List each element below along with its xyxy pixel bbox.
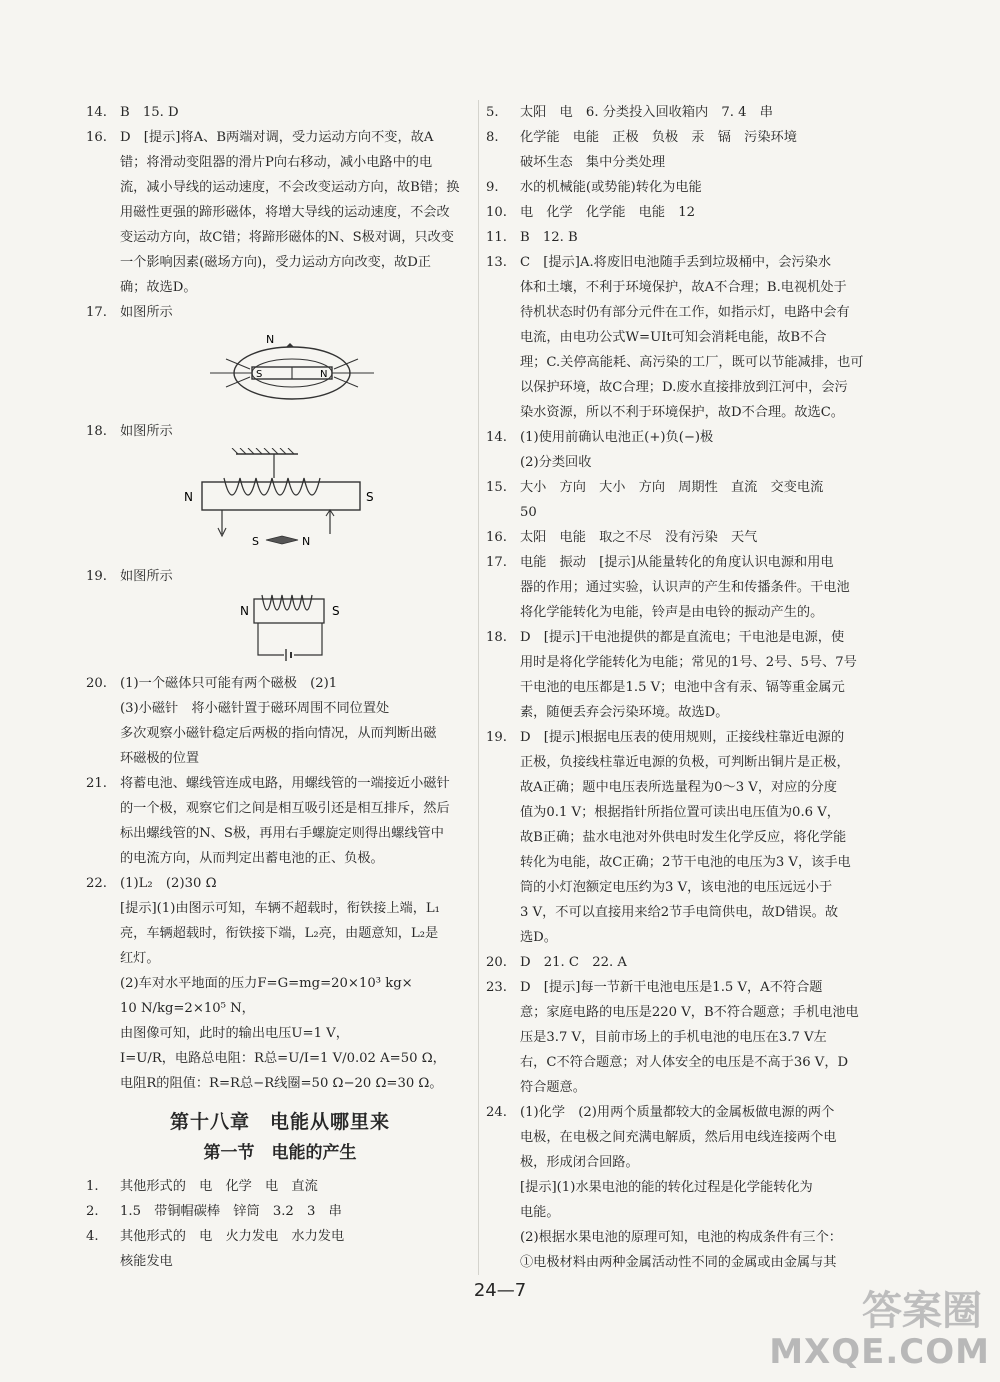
- label-s: S: [332, 604, 340, 618]
- answer-22: 22. (1)L₂ (2)30 Ω [提示](1)由图示可知，车辆不超载时，衔铁接上端，L₁ 亮，车辆超载时，衔铁接下端，L₂亮，由题意知，L₂是 红灯。 (2)车对水平地面的压力F=G=mg=20×10³ kg× 10 N/kg=2×10⁵ N， 由图像可知，此时的输出电压U=1 V， I=U/R，电路总电阻：R总=U/I=1 V/0.02 A=50 Ω， 电阻R的阻值：R=R总−R线圈=50 Ω−20 Ω=30 Ω。: [86, 876, 446, 1091]
- answer-20: 20. (1)一个磁体只可能有两个磁极 (2)1 (3)小磁针 将小磁针置于磁环周围不同位置处 多次观察小磁针稳定后两极的指向情况，从而判断出磁 环磁极的位置: [86, 676, 437, 766]
- answer-15: 15. 大小 方向 大小 方向 周期性 直流 交变电流: [486, 480, 824, 495]
- answer-8: 8. 化学能 电能 正极 负极 汞 镉 污染环境: [486, 130, 797, 145]
- answer-23: 23. D [提示]每一节新干电池电压是1.5 V，A不符合题 意；家庭电路的电压是220 V，B不符合题意；手机电池电 压是3.7 V，目前市场上的手机电池的电压在3.7 V左 右，C不符合题意；对人体安全的电压是不高于36 V，D 符合题意。: [486, 980, 859, 1095]
- answer-14r: 14. (1)使用前确认电池正(+)负(−)极: [486, 430, 714, 445]
- section-title: 第一节 电能的产生: [203, 1143, 357, 1163]
- answer-16: 16. D [提示]将A、B两端对调，受力运动方向不变，故A 错；将滑动变阻器的滑片P向右移动，减小电路中的电 流，减小导线的运动速度，不会改变运动方向，故B错；换 用磁性更强的蹄形磁体，将增大导线的运动速度，不会改 变运动方向，故C错；将蹄形磁体的N、S极对调，只改变 一个影响因素(磁场方向)，受力运动方向改变，故D正 确；故选D。: [86, 130, 460, 295]
- answer-17: 17. 如图所示: [86, 305, 173, 320]
- watermark-url: MXQE.COM: [769, 1332, 990, 1372]
- electromagnet-diagram: [86, 448, 474, 558]
- column-divider: [478, 100, 479, 1275]
- answer-8-cont: 破坏生态 集中分类处理: [520, 155, 666, 170]
- needle-n-label: N: [302, 535, 311, 548]
- answer-14: 14. B 15. D: [86, 105, 179, 120]
- watermark-logo-text: 答案圈: [862, 1288, 982, 1334]
- figure-18-electromagnet: [86, 448, 474, 558]
- solenoid-diagram: [86, 593, 474, 665]
- answer-24: 24. (1)化学 (2)用两个质量都较大的金属板做电源的两个 电极，在电极之间充满电解质，然后用电线连接两个电 极，形成闭合回路。 [提示](1)水果电池的能的转化过程是化学能转化为 电能。 (2)根据水果电池的原理可知，电池的构成条件有三个： ①电极材料由两种金属活动性不同的金属或由金属与其: [486, 1105, 842, 1270]
- answer-19r: 19. D [提示]根据电压表的使用规则，正接线柱靠近电源的 正极，负接线柱靠近电源的负极，可判断出铜片是正极， 故A正确；题中电压表所选量程为0～3 V，对应的分度 值为0.1 V；根据指针所指位置可读出电压值为0.6 V， 故B正确；盐水电池对外供电时发生化学反应，将化学能 转化为电能，故C正确；2节干电池的电压为3 V，该手电 筒的小灯泡额定电压约为3 V，该电池的电压远远小于 3 V，不可以直接用来给2节手电筒供电，故D错误。故 选D。: [486, 730, 851, 945]
- figure-19-solenoid: [86, 593, 474, 665]
- answer-14r-cont: (2)分类回收: [520, 455, 592, 470]
- section-answer-2: 2. 1.5 带铜帽碳棒 锌筒 3.2 3 串: [86, 1204, 342, 1219]
- answer-15-cont: 50: [520, 505, 537, 520]
- answer-5: 5. 太阳 电 6. 分类投入回收箱内 7. 4 串: [486, 105, 773, 120]
- answer-17r: 17. 电能 振动 [提示]从能量转化的角度认识电源和用电 器的作用；通过实验，认识声的产生和传播条件。干电池 将化学能转化为电能，铃声是由电铃的振动产生的。: [486, 555, 850, 620]
- answer-10: 10. 电 化学 化学能 电能 12: [486, 205, 696, 220]
- page-number: 24—7: [473, 1280, 527, 1301]
- figure-17-magnet-field: [86, 329, 474, 413]
- answer-18: 18. 如图所示: [86, 424, 173, 439]
- chapter-title: 第十八章 电能从哪里来: [169, 1111, 390, 1133]
- answer-16r: 16. 太阳 电能 取之不尽 没有污染 天气: [486, 530, 758, 545]
- answer-18r: 18. D [提示]干电池提供的都是直流电；干电池是电源，使 用时是将化学能转化为电能；常见的1号、2号、5号、7号 干电池的电压都是1.5 V；电池中含有汞、镉等重金属元 素，随便丢弃会污染环境。故选D。: [486, 630, 857, 720]
- answer-9: 9. 水的机械能(或势能)转化为电能: [486, 180, 702, 195]
- answer-21: 21. 将蓄电池、螺线管连成电路，用螺线管的一端接近小磁针 的一个极，观察它们之间是相互吸引还是相互排斥，然后 标出螺线管的N、S极，再用右手螺旋定则得出螺线管中 的电流方向，从而判定出蓄电池的正、负极。: [86, 776, 450, 866]
- left-column: [86, 100, 474, 1274]
- section-answer-1: 1. 其他形式的 电 化学 电 直流: [86, 1179, 318, 1194]
- label-s-right: S: [366, 490, 374, 504]
- label-s-bar: S: [256, 369, 263, 380]
- answer-19: 19. 如图所示: [86, 569, 173, 584]
- answer-13: 13. C [提示]A.将废旧电池随手丢到垃圾桶中，会污染水 体和土壤，不利于环境保护，故A不合理；B.电视机处于 待机状态时仍有部分元件在工作，如指示灯，电路中会有 电流，由电功公式W=UIt可知会消耗电能，故B不合 理；C.关停高能耗、高污染的工厂，既可以节能减排，也可 以保护环境，故C合理；D.废水直接排放到江河中，会污 染水资源，所以不利于环境保护，故D不合理。故选C。: [486, 255, 864, 420]
- section-answer-4-cont: 核能发电: [120, 1254, 173, 1269]
- magnet-field-diagram: [86, 329, 474, 413]
- label-n-top: N: [266, 333, 275, 346]
- label-n-bar: N: [320, 369, 328, 380]
- section-answer-4: 4. 其他形式的 电 火力发电 水力发电: [86, 1229, 345, 1244]
- needle-s-label: S: [252, 535, 259, 548]
- label-n: N: [240, 604, 249, 618]
- answer-11: 11. B 12. B: [486, 230, 578, 245]
- label-n-left: N: [184, 490, 193, 504]
- answer-20r: 20. D 21. C 22. A: [486, 955, 627, 970]
- right-column: [486, 100, 878, 1275]
